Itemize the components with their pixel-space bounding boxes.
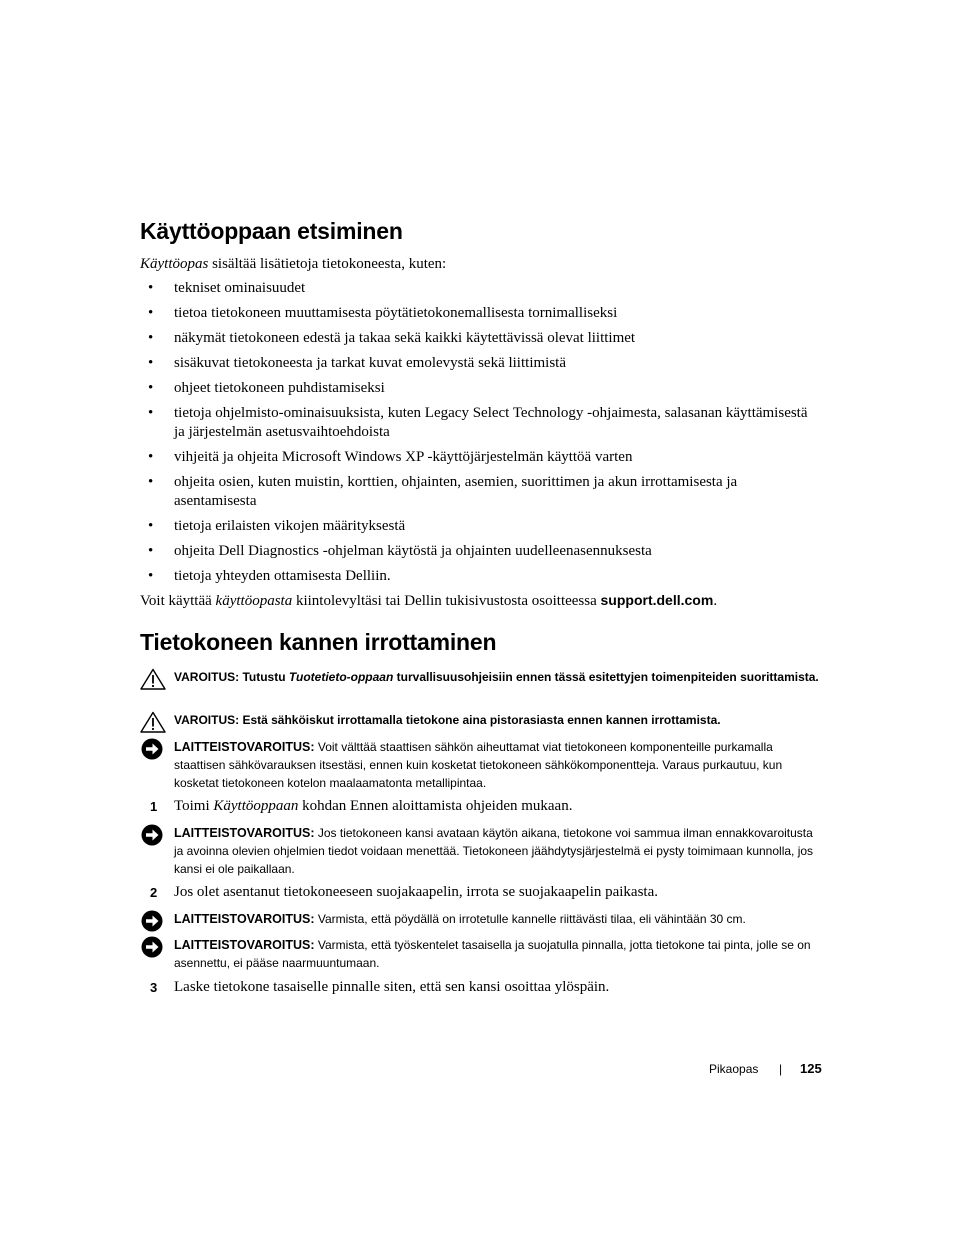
hardware-notice-block: [140, 738, 820, 792]
warning-text-part: Estä sähköiskut irrottamalla tietokone aina pistorasiasta ennen kannen irrottamista.: [239, 713, 721, 727]
notice-text: [140, 824, 820, 878]
notice-text-part: Varmista, että työskentelet tasaisella ja suojatulla pinnalla, jotta tietokone tai pinta, jolle se on asennettu, ei pääse naarmuuntumaan.: [174, 938, 811, 970]
notice-text: [140, 738, 820, 792]
list-item-text: ohjeet tietokoneen puhdistamiseksi: [174, 380, 385, 396]
intro-paragraph: [140, 255, 820, 274]
intro-text: sisältää lisätietoja tietokoneesta, kuten:: [208, 256, 447, 272]
bullet-icon: •: [148, 380, 154, 396]
bullet-icon: •: [148, 405, 154, 421]
list-item-text: tietoja ohjelmisto-ominaisuuksista, kuten Legacy Select Technology -ohjaimesta, salasanan käyttämisestä ja järjestelmän asetusvaihtoehdoista: [174, 405, 808, 440]
list-item-text: tietoa tietokoneen muuttamisesta pöytätietokonemallisesta tornimalliseksi: [174, 305, 618, 321]
warning-text-part: Tutustu: [239, 670, 289, 684]
notice-label: LAITTEISTOVAROITUS:: [174, 938, 315, 952]
support-link[interactable]: support.dell.com: [600, 592, 714, 608]
list-item-text: ohjeita Dell Diagnostics -ohjelman käytöstä ja ohjainten uudelleenasennuksesta: [174, 543, 652, 559]
outro-text: kiintolevyltäsi tai Dellin tukisivustosta osoitteessa: [292, 593, 601, 609]
list-item-text: tietoja yhteyden ottamisesta Delliin.: [174, 568, 391, 584]
list-item-text: tekniset ominaisuudet: [174, 280, 306, 296]
step-number: 3: [150, 980, 158, 995]
warning-text: [140, 711, 820, 729]
warning-triangle-icon: [140, 668, 166, 690]
outro-text: .: [713, 593, 718, 609]
bullet-icon: •: [148, 449, 154, 465]
list-item-text: vihjeitä ja ohjeita Microsoft Windows XP -käyttöjärjestelmän käyttöä varten: [174, 449, 633, 465]
warning-block: [140, 668, 820, 686]
list-item: [140, 473, 820, 511]
footer-separator: |: [779, 1062, 783, 1076]
warning-label: VAROITUS:: [174, 670, 240, 684]
list-item-text: näkymät tietokoneen edestä ja takaa sekä kaikki käytettävissä olevat liittimet: [174, 330, 636, 346]
list-item: [140, 304, 820, 323]
notice-arrow-circle-icon: [140, 824, 166, 846]
step-text: Jos olet asentanut tietokoneeseen suojakaapelin, irrota se suojakaapelin paikasta.: [174, 884, 659, 900]
outro-italic: käyttöopasta: [215, 593, 293, 609]
warning-text: [140, 668, 820, 686]
step-item: [140, 883, 820, 902]
page-number: 125: [800, 1061, 822, 1076]
warning-label: VAROITUS:: [174, 713, 240, 727]
step-text: [140, 797, 820, 816]
warning-triangle-icon: [140, 711, 166, 733]
step-number: 2: [150, 885, 158, 900]
bullet-icon: •: [148, 568, 154, 584]
notice-text-part: Jos tietokoneen kansi avataan käytön aikana, tietokone voi sammua ilman ennakkovaroitusta ja avoinna olevien ohjelmien tiedot voidaan menettää. Tietokoneen jäähdytysjärjestelmä ei pysty toimimaan kunnolla, jos kansi ei ole paikallaan.: [174, 826, 814, 876]
list-item: [140, 542, 820, 561]
list-item: [140, 567, 820, 586]
notice-arrow-circle-icon: [140, 936, 166, 958]
notice-label: LAITTEISTOVAROITUS:: [174, 740, 315, 754]
outro-paragraph: [140, 591, 820, 611]
bullet-icon: •: [148, 280, 154, 296]
hardware-notice-block: [140, 936, 820, 972]
list-item: [140, 329, 820, 348]
warning-text-part: turvallisuusohjeisiin ennen tässä esitettyjen toimenpiteiden suorittamista.: [393, 670, 819, 684]
step-item: [140, 797, 820, 816]
notice-text: [140, 910, 820, 928]
bullet-icon: •: [148, 543, 154, 559]
hardware-notice-block: [140, 824, 820, 878]
hardware-notice-block: [140, 910, 820, 928]
notice-text-part: Varmista, että pöydällä on irrotetulle kannelle riittävästi tilaa, eli vähintään 30 cm.: [314, 912, 746, 926]
section-heading-remove-cover: Tietokoneen kannen irrottaminen: [140, 629, 497, 655]
notice-label: LAITTEISTOVAROITUS:: [174, 912, 315, 926]
list-item: [140, 354, 820, 373]
list-item: [140, 448, 820, 467]
step-number: 1: [150, 799, 158, 814]
bullet-icon: •: [148, 330, 154, 346]
list-item: [140, 404, 820, 442]
intro-italic: Käyttöopas: [140, 256, 209, 272]
section-heading-user-guide: Käyttöoppaan etsiminen: [140, 218, 403, 244]
warning-block: [140, 711, 820, 729]
step-italic: Käyttöoppaan: [213, 798, 299, 814]
list-item-text: tietoja erilaisten vikojen määrityksestä: [174, 518, 406, 534]
footer-label: Pikaopas: [709, 1062, 759, 1076]
list-item: [140, 517, 820, 536]
list-item-text: sisäkuvat tietokoneesta ja tarkat kuvat emolevystä sekä liittimistä: [174, 355, 566, 371]
step-text-part: kohdan Ennen aloittamista ohjeiden mukaan.: [298, 798, 573, 814]
step-text-part: Toimi: [174, 798, 214, 814]
feature-list: [140, 279, 820, 592]
outro-text: Voit käyttää: [140, 593, 216, 609]
notice-text-part: Voit välttää staattisen sähkön aiheuttamat viat tietokoneen komponenteille purkamalla staattisen sähkövarauksen itsestäsi, ennen kuin kosketat tietokoneen sähkökomponentteja. Varaus purkautuu, kun kosketat tietokoneen kotelon maalaamatonta metallipintaa.: [174, 740, 783, 790]
notice-text: [140, 936, 820, 972]
list-item: [140, 379, 820, 398]
list-item-text: ohjeita osien, kuten muistin, korttien, ohjainten, asemien, suorittimen ja akun irrottamisesta ja asentamisesta: [174, 474, 738, 509]
step-text: Laske tietokone tasaiselle pinnalle siten, että sen kansi osoittaa ylöspäin.: [174, 979, 610, 995]
step-item: [140, 978, 820, 997]
bullet-icon: •: [148, 305, 154, 321]
list-item: [140, 279, 820, 298]
notice-arrow-circle-icon: [140, 738, 166, 760]
bullet-icon: •: [148, 518, 154, 534]
notice-arrow-circle-icon: [140, 910, 166, 932]
notice-label: LAITTEISTOVAROITUS:: [174, 826, 315, 840]
bullet-icon: •: [148, 355, 154, 371]
bullet-icon: •: [148, 474, 154, 490]
warning-italic: Tuotetieto-oppaan: [288, 670, 394, 684]
